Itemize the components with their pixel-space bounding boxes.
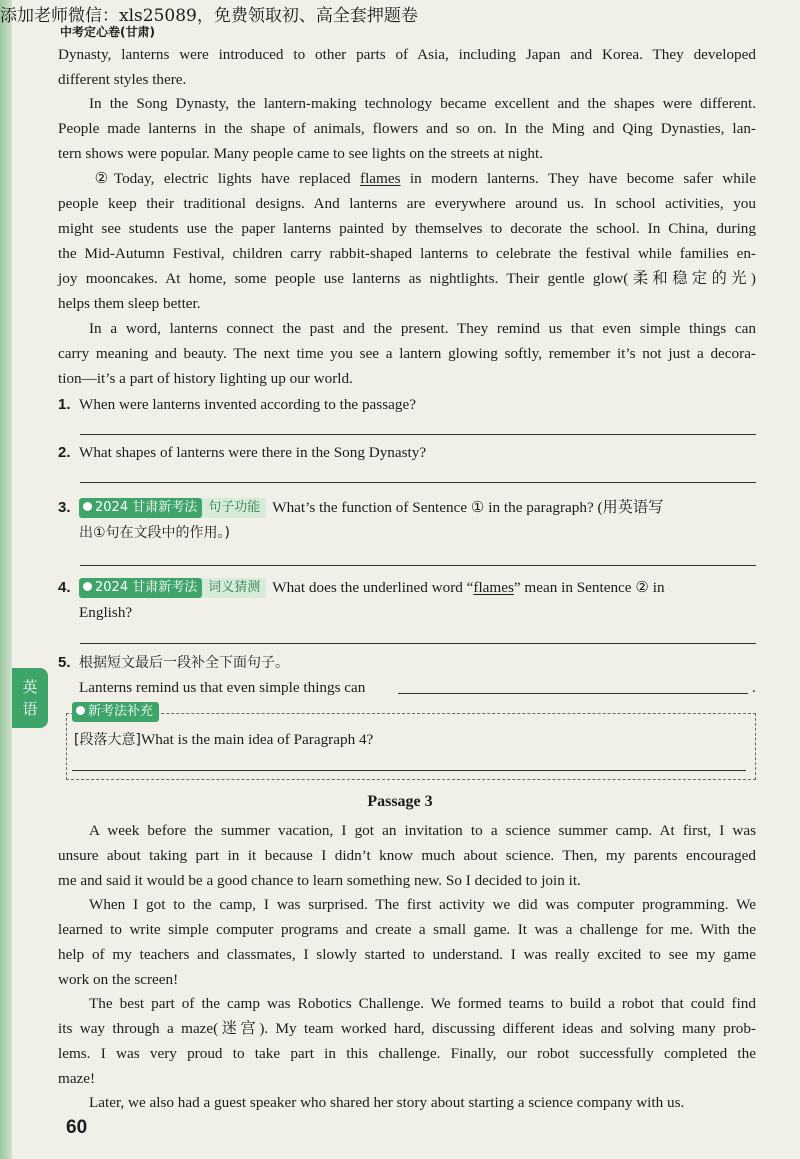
bulb-icon <box>83 502 92 511</box>
passage3-paragraph-3: The best part of the camp was Robotics Challenge. We formed teams to build a robot that could find its way through a maze(迷宫). My team worked hard, discussing different ideas and solving many prob- lems. I was very proud to take part in this challenge. Finally, our robot successfully completed the maze! <box>58 995 756 1087</box>
answer-line-1[interactable] <box>80 434 756 435</box>
passage2-paragraph-2: In the Song Dynasty, the lantern-making technology became excellent and the shapes were different. People made lanterns in the shape of animals, flowers and so on. In the Ming and Qing Dynasties, lan- tern shows were popular. Many people came to see lights on the streets at night. <box>58 95 756 162</box>
answer-line-3[interactable] <box>80 565 756 566</box>
page-edge-decoration <box>0 0 12 1159</box>
question-type-tag: 句子功能 <box>202 498 266 518</box>
page-number: 60 <box>66 1117 88 1138</box>
passage2-paragraph-4: In a word, lanterns connect the past and the present. They remind us that even simple things can carry meaning and beauty. The next time you see a lantern glowing softly, remember it’s not just a decora- tion—it’s a part of history lighting up our world. <box>58 320 756 387</box>
series-title: 中考定心卷(甘肃) <box>60 25 155 39</box>
supplement-answer-line[interactable] <box>72 770 746 771</box>
supplement-question: [段落大意]What is the main idea of Paragraph 4? <box>74 731 374 748</box>
supplement-tag: 新考法补充 <box>72 702 159 722</box>
bulb-icon <box>76 706 85 715</box>
question-2: 2. What shapes of lanterns were there in the Song Dynasty? <box>58 444 427 461</box>
watermark-text: 添加老师微信：xls25089，免费领取初、高全套押题卷 <box>0 6 418 26</box>
question-3: 3. 2024 甘肃新考法 句子功能 What’s the function of Sentence ① in the paragraph? (用英语写 出①句在文段中的作用。) <box>58 499 664 541</box>
underlined-word-flames-q4: flames <box>473 579 514 596</box>
passage3-paragraph-1: A week before the summer vacation, I got an invitation to a science summer camp. At first, I was unsure about taking part in it because I didn’t know much about science. Then, my parents encouraged me and said it would be a good chance to learn something new. So I decided to join it. <box>58 822 756 889</box>
bulb-icon <box>83 582 92 591</box>
passage3-paragraph-2: When I got to the camp, I was surprised. The first activity we did was computer programming. We learned to write simple computer programs and create a small game. It was a challenge for me. With the help of my teachers and classmates, I slowly started to understand. I was really excited to see my game work on the screen! <box>58 896 756 988</box>
question-5: 5. 根据短文最后一段补全下面句子。 Lanterns remind us that even simple things can . <box>58 654 756 696</box>
subject-side-tab: 英 语 <box>12 668 48 728</box>
question-1: 1. When were lanterns invented according to the passage? <box>58 396 416 413</box>
new-method-tag: 2024 甘肃新考法 <box>79 498 202 518</box>
question-type-tag: 词义猜测 <box>202 578 266 598</box>
underlined-word-flames: flames <box>360 170 401 187</box>
new-method-tag: 2024 甘肃新考法 <box>79 578 202 598</box>
answer-line-5[interactable] <box>398 693 748 694</box>
answer-line-4[interactable] <box>80 643 756 644</box>
passage3-title: Passage 3 <box>367 793 433 810</box>
passage3-paragraph-4: Later, we also had a guest speaker who shared her story about starting a science company with us. <box>89 1094 685 1111</box>
answer-line-2[interactable] <box>80 482 756 483</box>
passage2-paragraph-1: Dynasty, lanterns were introduced to other parts of Asia, including Japan and Korea. They developed different styles there. <box>58 46 756 88</box>
question-4: 4. 2024 甘肃新考法 词义猜测 What does the underlined word “flames” mean in Sentence ② in English? <box>58 579 665 621</box>
passage2-paragraph-3: ②Today, electric lights have replaced flames in modern lanterns. They have become safer while people keep their traditional designs. And lanterns are everywhere around us. In school activities, you might see students use the paper lanterns painted by themselves to decorate the school. In China, during the Mid-Autumn Festival, children carry rabbit-shaped lanterns to celebrate the festival while families en- joy mooncakes. At home, some people use lanterns as nightlights. Their gentle glow(柔和稳定的光) helps them sleep better. <box>58 170 757 312</box>
